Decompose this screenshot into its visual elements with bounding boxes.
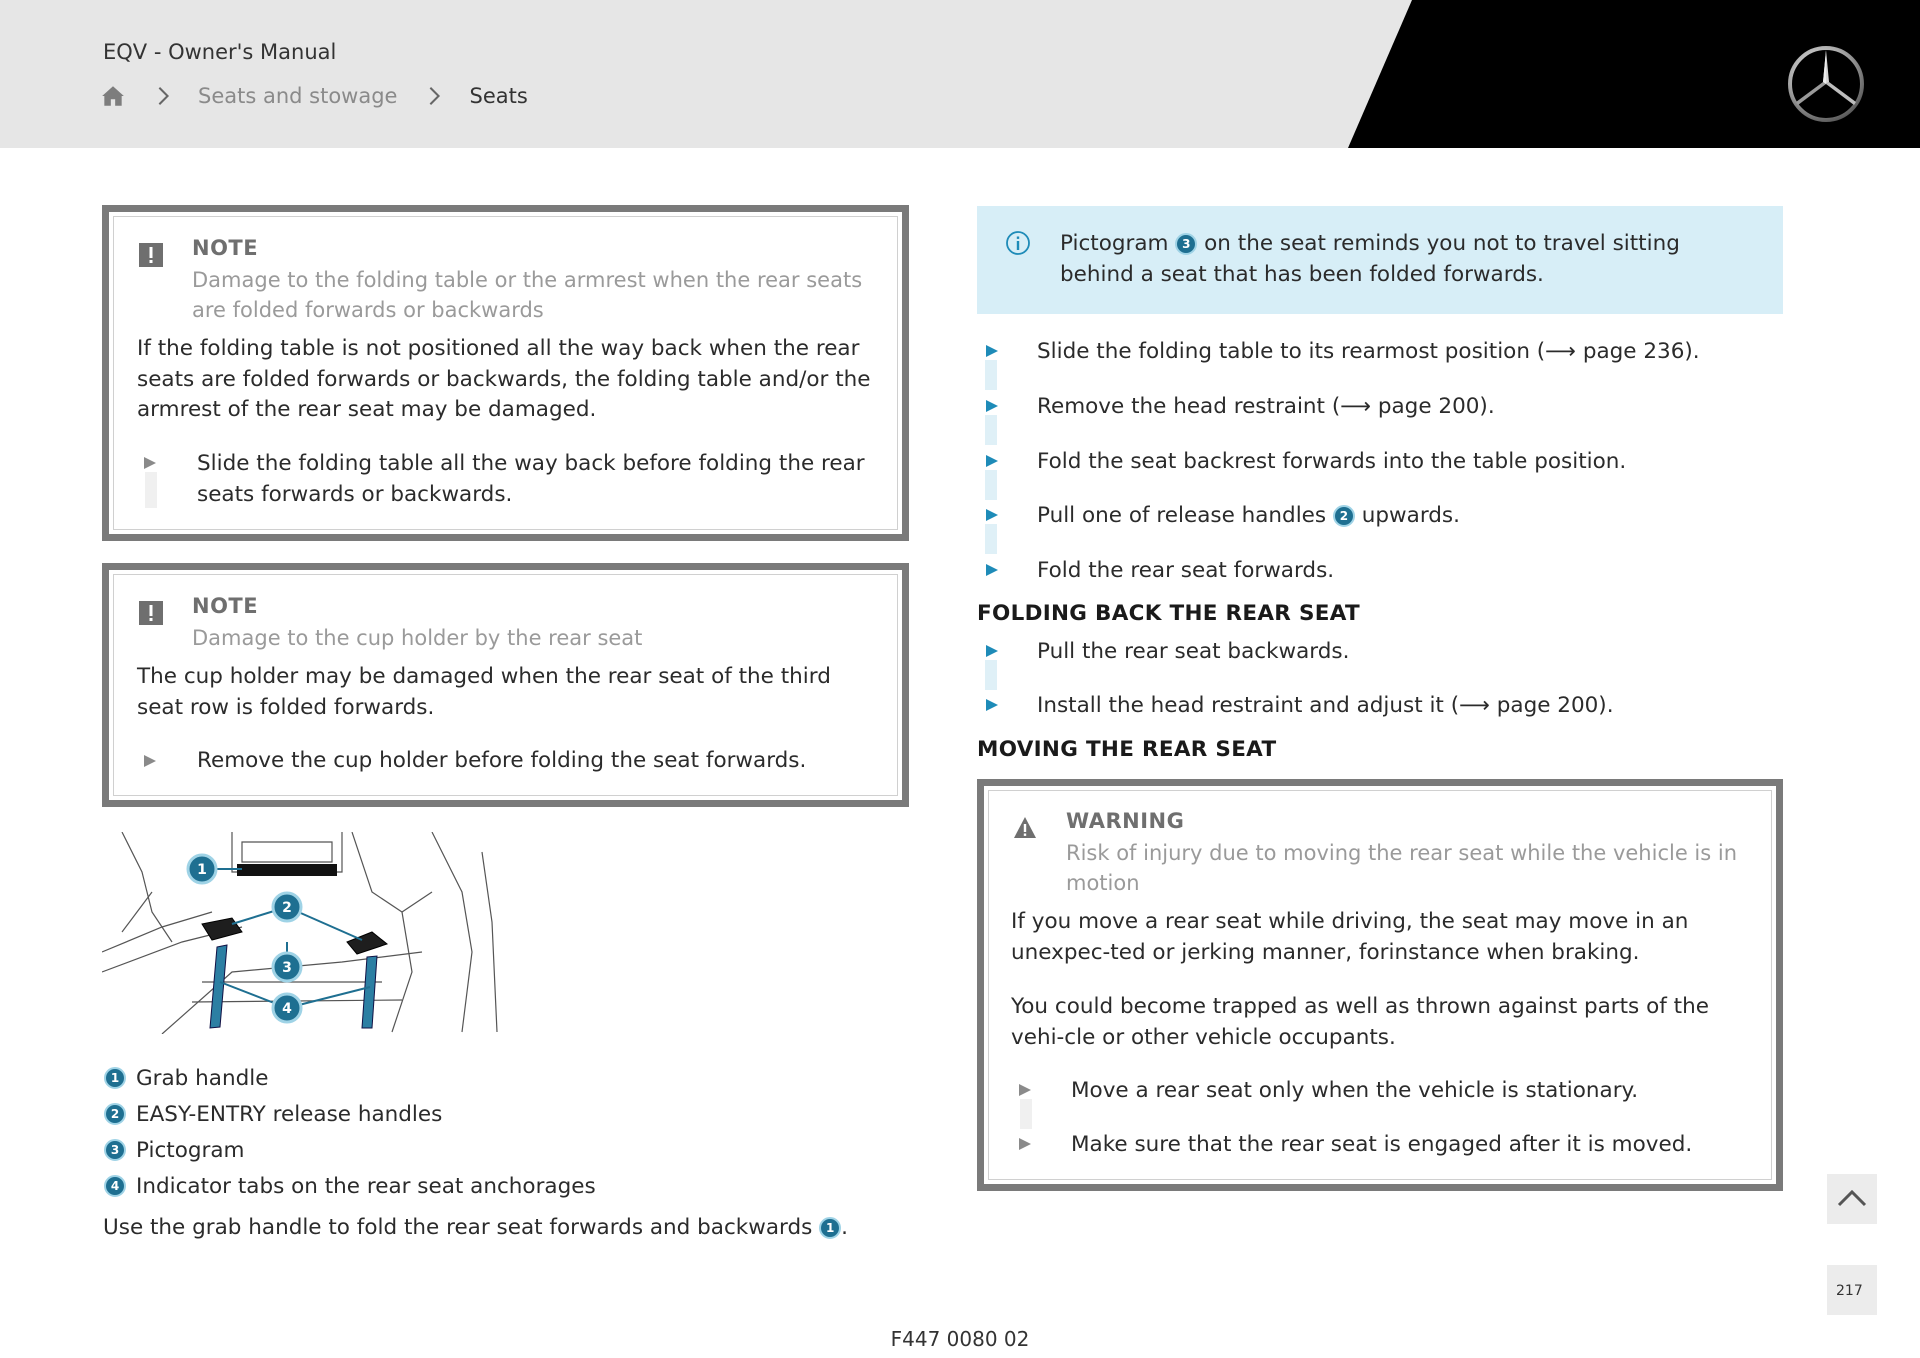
folding-back-step: Pull the rear seat backwards. <box>1037 639 1350 664</box>
warning-triangle-icon <box>1013 816 1037 840</box>
legend-item <box>104 1135 244 1165</box>
fold-step: Fold the seat backrest forwards into the table position. <box>1037 449 1627 474</box>
callout-2: 2 <box>282 900 292 916</box>
breadcrumb-seats: Seats <box>469 84 528 108</box>
legend-label: Pictogram <box>136 1137 245 1163</box>
number-badge: 1 <box>819 1217 841 1239</box>
page-header <box>0 0 1920 148</box>
play-triangle-icon <box>1018 1083 1032 1097</box>
note-step: Slide the folding table all the way back before folding the rear seats forwards or backwards. <box>197 451 865 507</box>
step-bar <box>985 415 997 445</box>
warning-step: Make sure that the rear seat is engaged after it is moved. <box>1071 1132 1693 1157</box>
grab-text-part: Use the grab handle to fold the rear seat forwards and backwards <box>103 1215 820 1240</box>
number-badge: 3 <box>104 1139 126 1161</box>
info-icon <box>1005 230 1031 256</box>
rear-seat-illustration <box>102 832 502 1034</box>
callout-3: 3 <box>282 960 292 976</box>
note-subtitle: Damage to the cup holder by the rear seat <box>192 626 643 650</box>
fold-step <box>1037 501 1460 531</box>
callout-1: 1 <box>197 862 207 878</box>
step-bar <box>145 472 157 508</box>
chevron-up-icon <box>1827 1174 1877 1224</box>
warning-step: Move a rear seat only when the vehicle is stationary. <box>1071 1078 1639 1103</box>
play-triangle-icon <box>985 454 999 468</box>
fold-step: Slide the folding table to its rearmost position (⟶ page 236). <box>1037 339 1700 364</box>
callout-4: 4 <box>282 1001 292 1017</box>
manual-title: EQV - Owner's Manual <box>103 40 337 64</box>
number-badge: 3 <box>1175 233 1197 255</box>
release-step-part: Pull one of release handles <box>1037 503 1333 528</box>
fold-step: Fold the rear seat forwards. <box>1037 558 1335 583</box>
scroll-up-button[interactable] <box>1827 1174 1877 1224</box>
play-triangle-icon <box>985 563 999 577</box>
breadcrumb <box>100 82 528 110</box>
grab-handle-text <box>103 1215 848 1240</box>
note-heading: NOTE <box>192 236 259 260</box>
number-badge: 2 <box>1333 505 1355 527</box>
legend-label: Indicator tabs on the rear seat anchorages <box>136 1173 596 1199</box>
play-triangle-icon <box>143 456 157 470</box>
legend-label: Grab handle <box>136 1065 269 1091</box>
step-bar <box>985 360 997 390</box>
play-triangle-icon <box>985 508 999 522</box>
section-heading-folding-back: FOLDING BACK THE REAR SEAT <box>977 601 1360 626</box>
legend-item <box>104 1171 596 1201</box>
play-triangle-icon <box>985 344 999 358</box>
warning-body: If you move a rear seat while driving, the seat may move in an unexpec-ted or jerking manner, forinstance when braking. <box>1011 909 1689 965</box>
number-badge: 2 <box>104 1103 126 1125</box>
note-subtitle: Damage to the folding table or the armrest when the rear seats are folded forwards or backwards <box>192 268 863 322</box>
home-icon[interactable] <box>100 83 126 109</box>
note-step: Remove the cup holder before folding the seat forwards. <box>197 748 807 773</box>
exclamation-icon <box>139 243 163 267</box>
note-body: The cup holder may be damaged when the rear seat of the third seat row is folded forwards. <box>137 664 831 720</box>
exclamation-icon <box>139 601 163 625</box>
warning-body: You could become trapped as well as thrown against parts of the vehi-cle or other vehicle occupants. <box>1011 994 1709 1050</box>
breadcrumb-seats-and-stowage[interactable]: Seats and stowage <box>198 84 398 108</box>
play-triangle-icon <box>985 698 999 712</box>
number-badge: 1 <box>104 1067 126 1089</box>
section-heading-moving: MOVING THE REAR SEAT <box>977 737 1277 762</box>
grab-text-end: . <box>841 1215 848 1240</box>
play-triangle-icon <box>985 644 999 658</box>
play-triangle-icon <box>985 399 999 413</box>
number-badge: 4 <box>104 1175 126 1197</box>
mercedes-star-logo <box>1786 44 1866 124</box>
legend-item <box>104 1099 442 1129</box>
release-step-end: upwards. <box>1354 503 1460 528</box>
step-bar <box>985 470 997 500</box>
legend-item <box>104 1063 268 1093</box>
note-heading: NOTE <box>192 594 259 618</box>
step-bar <box>1020 1099 1032 1129</box>
figure-code: F447 0080 02 <box>890 1327 1030 1351</box>
info-text <box>1060 228 1760 290</box>
legend-label: EASY-ENTRY release handles <box>136 1101 443 1127</box>
warning-subtitle: Risk of injury due to moving the rear seat while the vehicle is in motion <box>1066 841 1738 895</box>
chevron-right-icon <box>423 85 445 107</box>
chevron-right-icon <box>152 85 174 107</box>
page-number: 217 <box>1836 1283 1863 1299</box>
fold-step: Remove the head restraint (⟶ page 200). <box>1037 394 1495 419</box>
info-text-end: on the seat reminds you not to travel sitting behind a seat that has been folded forwards. <box>1060 231 1680 287</box>
note-body: If the folding table is not positioned all the way back when the rear seats are folded forwards or backwards, the folding table and/or the armrest of the rear seat may be damaged. <box>137 336 871 422</box>
info-text-part: Pictogram <box>1060 231 1176 256</box>
play-triangle-icon <box>1018 1137 1032 1151</box>
play-triangle-icon <box>143 754 157 768</box>
step-bar <box>985 524 997 554</box>
step-bar <box>985 660 997 690</box>
warning-heading: WARNING <box>1066 809 1185 833</box>
folding-back-step: Install the head restraint and adjust it (⟶ page 200). <box>1037 693 1614 718</box>
